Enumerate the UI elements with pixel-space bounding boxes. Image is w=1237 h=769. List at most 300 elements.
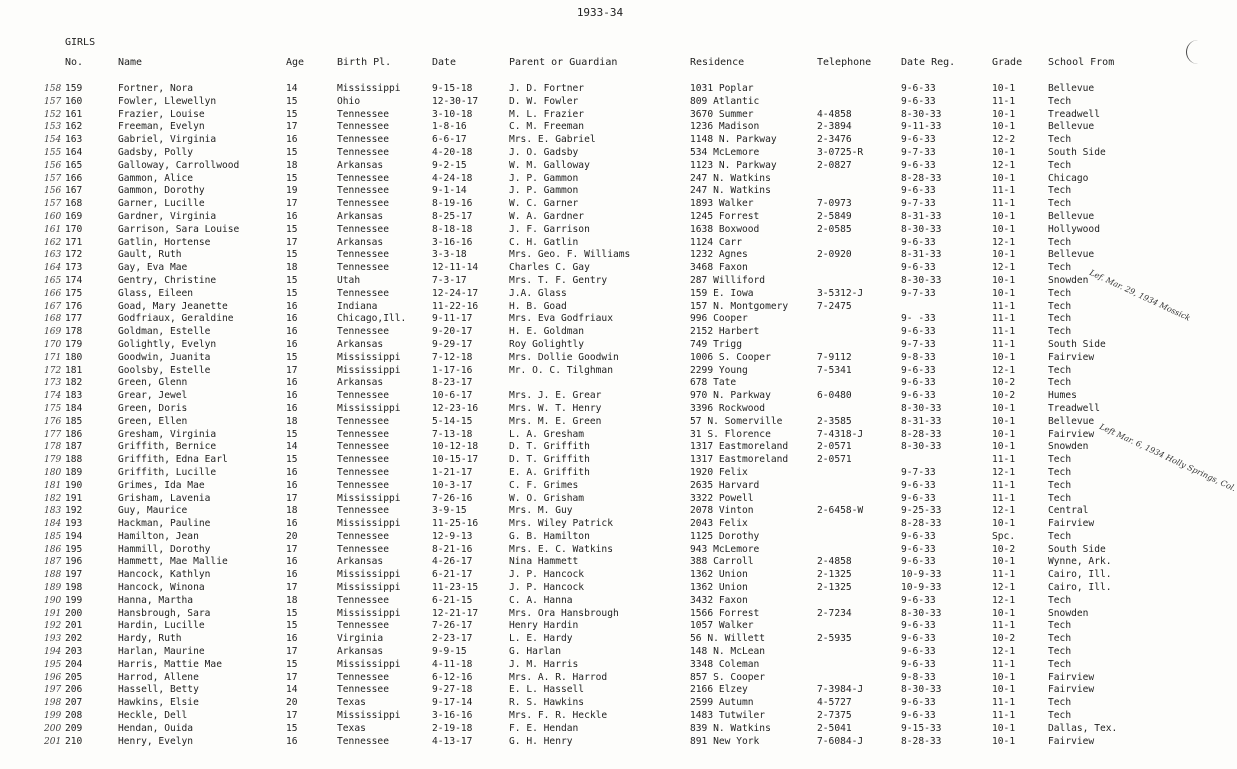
school-from: Tech (1048, 262, 1072, 274)
residence: 857 S. Cooper (690, 671, 766, 683)
student-name: Gadsby, Polly (118, 146, 194, 158)
birth-place: Tennessee (337, 505, 389, 517)
table-row (0, 467, 1200, 480)
row-margin-mark: 156 (44, 160, 62, 171)
school-from: South Side (1048, 543, 1106, 555)
table-row (0, 582, 1200, 595)
grade: 12-1 (992, 582, 1016, 594)
grade: 10-1 (992, 210, 1016, 222)
student-name: Goolsby, Estelle (118, 364, 211, 376)
residence: 3432 Faxon (690, 594, 748, 606)
birth-place: Tennessee (337, 134, 389, 146)
birth-place: Tennessee (337, 530, 389, 542)
residence: 1006 S. Cooper (690, 351, 771, 363)
birth-place: Tennessee (337, 543, 389, 555)
table-row (0, 633, 1200, 646)
row-number: 170 (65, 223, 83, 235)
date-registered: 8-28-33 (901, 735, 942, 747)
residence: 1317 Eastmoreland (690, 441, 789, 453)
date-registered: 8-30-33 (901, 223, 942, 235)
parent-guardian: Charles C. Gay (509, 262, 590, 274)
table-row (0, 608, 1200, 621)
table-row (0, 377, 1200, 390)
school-from: Tech (1048, 620, 1072, 632)
row-number: 209 (65, 722, 83, 734)
row-margin-mark: 196 (44, 672, 62, 683)
row-number: 165 (65, 159, 83, 171)
handwritten-note-gentry: Lef. Mar. 29, 1934 Mossick (1088, 268, 1192, 323)
grade: 11-1 (992, 697, 1016, 709)
grade: 10-1 (992, 249, 1016, 261)
grade: 12-1 (992, 466, 1016, 478)
birth-place: Arkansas (337, 377, 384, 389)
grade: 10-2 (992, 377, 1016, 389)
school-from: Tech (1048, 454, 1072, 466)
row-margin-mark: 200 (44, 723, 62, 734)
table-row (0, 313, 1200, 326)
table-row (0, 83, 1200, 96)
school-from: Tech (1048, 710, 1072, 722)
grade: 10-1 (992, 83, 1016, 94)
grade: 10-2 (992, 543, 1016, 555)
student-name: Grisham, Lavenia (118, 492, 211, 504)
date-registered: 9-25-33 (901, 505, 942, 517)
residence: 1893 Walker (690, 198, 754, 210)
date-registered: 9-6-33 (901, 479, 936, 491)
row-number: 199 (65, 594, 83, 606)
grade: 11-1 (992, 710, 1016, 722)
student-age: 15 (286, 108, 298, 120)
date-registered: 9-6-33 (901, 620, 936, 632)
school-from: Bellevue (1048, 249, 1095, 261)
school-from: Tech (1048, 377, 1072, 389)
residence: 2043 Felix (690, 518, 748, 530)
birth-place: Mississippi (337, 607, 401, 619)
birth-place: Mississippi (337, 351, 401, 363)
birth-place: Tennessee (337, 223, 389, 235)
birth-date: 11-23-15 (432, 582, 479, 594)
birth-date: 1-8-16 (432, 121, 467, 133)
grade: 10-1 (992, 441, 1016, 453)
school-from: Tech (1048, 364, 1072, 376)
student-name: Gentry, Christine (118, 274, 217, 286)
student-age: 14 (286, 83, 298, 94)
student-age: 16 (286, 338, 298, 350)
birth-place: Arkansas (337, 338, 384, 350)
student-age: 16 (286, 735, 298, 747)
student-age: 17 (286, 671, 298, 683)
student-name: Gatlin, Hortense (118, 236, 211, 248)
residence: 1638 Boxwood (690, 223, 760, 235)
residence: 148 N. McLean (690, 646, 766, 658)
row-number: 180 (65, 351, 83, 363)
telephone: 7-6084-J (817, 735, 864, 747)
student-age: 16 (286, 313, 298, 325)
date-registered: 8-31-33 (901, 415, 942, 427)
birth-place: Tennessee (337, 415, 389, 427)
residence: 2078 Vinton (690, 505, 754, 517)
table-row (0, 595, 1200, 608)
school-from: Tech (1048, 159, 1072, 171)
residence: 891 New York (690, 735, 760, 747)
parent-guardian: D. W. Fowler (509, 95, 579, 107)
grade: 10-1 (992, 172, 1016, 184)
row-margin-mark: 194 (44, 647, 62, 658)
table-row (0, 288, 1200, 301)
row-margin-mark: 167 (44, 301, 62, 312)
row-margin-mark: 165 (44, 275, 62, 286)
table-row (0, 697, 1200, 710)
birth-date: 7-26-17 (432, 620, 473, 632)
date-registered: 8-30-33 (901, 441, 942, 453)
school-from: Bellevue (1048, 210, 1095, 222)
row-number: 171 (65, 236, 83, 248)
date-registered: 9-6-33 (901, 134, 936, 146)
parent-guardian: E. A. Griffith (509, 466, 590, 478)
school-from: Tech (1048, 697, 1072, 709)
row-margin-mark: 158 (44, 84, 62, 94)
student-age: 16 (286, 633, 298, 645)
table-row (0, 403, 1200, 416)
table-row (0, 620, 1200, 633)
date-registered: 8-30-33 (901, 684, 942, 696)
row-number: 187 (65, 441, 83, 453)
residence: 57 N. Somerville (690, 415, 783, 427)
header-grade: Grade (992, 57, 1023, 68)
date-registered: 9-6-33 (901, 556, 936, 568)
birth-date: 4-11-18 (432, 658, 473, 670)
student-name: Gammon, Dorothy (118, 185, 205, 197)
row-number: 186 (65, 428, 83, 440)
residence: 1362 Union (690, 569, 748, 581)
telephone: 2-0920 (817, 249, 852, 261)
student-name: Harrod, Allene (118, 671, 199, 683)
row-number: 208 (65, 710, 83, 722)
birth-place: Mississippi (337, 364, 401, 376)
student-name: Hammill, Dorothy (118, 543, 211, 555)
school-from: Tech (1048, 287, 1072, 299)
date-registered: 9-6-33 (901, 697, 936, 709)
table-row (0, 646, 1200, 659)
grade: 11-1 (992, 479, 1016, 491)
residence: 1483 Tutwiler (690, 710, 766, 722)
date-registered: 9-6-33 (901, 633, 936, 645)
date-registered: 9-8-33 (901, 351, 936, 363)
row-margin-mark: 172 (44, 365, 62, 376)
date-registered: 9-6-33 (901, 530, 936, 542)
table-row (0, 505, 1200, 518)
school-from: Bellevue (1048, 415, 1095, 427)
birth-date: 9-17-14 (432, 697, 473, 709)
student-name: Harlan, Maurine (118, 646, 205, 658)
grade: 12-1 (992, 262, 1016, 274)
school-from: Tech (1048, 594, 1072, 606)
parent-guardian: D. T. Griffith (509, 441, 590, 453)
grade: 11-1 (992, 185, 1016, 197)
parent-guardian: W. C. Garner (509, 198, 579, 210)
school-from: Snowden (1048, 441, 1089, 453)
table-row (0, 262, 1200, 275)
birth-date: 8-25-17 (432, 210, 473, 222)
telephone: 2-0571 (817, 441, 852, 453)
grade: 10-1 (992, 518, 1016, 530)
row-margin-mark: 157 (44, 199, 62, 210)
birth-date: 9-29-17 (432, 338, 473, 350)
school-from: Tech (1048, 300, 1072, 312)
grade: 11-1 (992, 95, 1016, 107)
student-name: Hanna, Martha (118, 594, 194, 606)
date-registered: 8-31-33 (901, 249, 942, 261)
grade: 10-1 (992, 351, 1016, 363)
student-name: Henry, Evelyn (118, 735, 194, 747)
student-age: 15 (286, 223, 298, 235)
birth-place: Chicago,Ill. (337, 313, 407, 325)
grade: 10-1 (992, 607, 1016, 619)
telephone: 7-5341 (817, 364, 852, 376)
school-from: Fairview (1048, 735, 1095, 747)
row-number: 164 (65, 146, 83, 158)
row-number: 193 (65, 518, 83, 530)
student-name: Galloway, Carrollwood (118, 159, 240, 171)
birth-place: Tennessee (337, 479, 389, 491)
date-registered: 9-11-33 (901, 121, 942, 133)
parent-guardian: C. H. Gatlin (509, 236, 579, 248)
residence: 1245 Forrest (690, 210, 760, 222)
birth-date: 6-6-17 (432, 134, 467, 146)
residence: 2299 Young (690, 364, 748, 376)
school-from: South Side (1048, 338, 1106, 350)
birth-date: 3-16-16 (432, 710, 473, 722)
date-registered: 9-6-33 (901, 159, 936, 171)
parent-guardian: C. A. Hanna (509, 594, 573, 606)
birth-date: 8-18-18 (432, 223, 473, 235)
grade: 10-1 (992, 287, 1016, 299)
school-from: Cairo, Ill. (1048, 569, 1112, 581)
student-name: Gammon, Alice (118, 172, 194, 184)
row-margin-mark: 168 (44, 314, 62, 325)
telephone: 2-1325 (817, 582, 852, 594)
student-name: Fortner, Nora (118, 83, 194, 94)
parent-guardian: J. P. Gammon (509, 172, 579, 184)
birth-place: Mississippi (337, 582, 401, 594)
student-age: 17 (286, 582, 298, 594)
row-margin-mark: 181 (44, 480, 62, 491)
student-name: Gardner, Virginia (118, 210, 217, 222)
student-age: 15 (286, 146, 298, 158)
birth-date: 2-19-18 (432, 722, 473, 734)
table-row (0, 121, 1200, 134)
student-age: 17 (286, 710, 298, 722)
school-from: Tech (1048, 646, 1072, 658)
student-age: 20 (286, 530, 298, 542)
grade: 10-1 (992, 735, 1016, 747)
row-margin-mark: 157 (44, 173, 62, 184)
grade: 11-1 (992, 492, 1016, 504)
birth-date: 2-23-17 (432, 633, 473, 645)
student-age: 16 (286, 210, 298, 222)
grade: Spc. (992, 530, 1016, 542)
birth-date: 3-16-16 (432, 236, 473, 248)
school-from: Fairview (1048, 671, 1095, 683)
birth-date: 11-22-16 (432, 300, 479, 312)
student-name: Hardy, Ruth (118, 633, 182, 645)
row-number: 184 (65, 402, 83, 414)
grade: 11-1 (992, 313, 1016, 325)
residence: 3396 Rockwood (690, 402, 766, 414)
student-name: Hackman, Pauline (118, 518, 211, 530)
table-row (0, 659, 1200, 672)
row-number: 163 (65, 134, 83, 146)
row-margin-mark: 175 (44, 403, 62, 414)
grade: 12-1 (992, 364, 1016, 376)
parent-guardian: L. A. Gresham (509, 428, 585, 440)
student-name: Golightly, Evelyn (118, 338, 217, 350)
student-age: 14 (286, 684, 298, 696)
date-registered: 9-7-33 (901, 146, 936, 158)
school-from: Tech (1048, 95, 1072, 107)
table-row (0, 339, 1200, 352)
residence: 159 E. Iowa (690, 287, 754, 299)
birth-date: 8-21-16 (432, 543, 473, 555)
birth-place: Tennessee (337, 146, 389, 158)
parent-guardian: Mrs. Ora Hansbrough (509, 607, 619, 619)
parent-guardian: J. P. Gammon (509, 185, 579, 197)
student-age: 17 (286, 543, 298, 555)
student-age: 16 (286, 134, 298, 146)
section-title: GIRLS (65, 37, 96, 48)
date-registered: 9-7-33 (901, 287, 936, 299)
birth-date: 11-25-16 (432, 518, 479, 530)
parent-guardian: L. E. Hardy (509, 633, 573, 645)
student-name: Green, Glenn (118, 377, 188, 389)
residence: 247 N. Watkins (690, 185, 771, 197)
residence: 287 Williford (690, 274, 766, 286)
row-number: 192 (65, 505, 83, 517)
row-margin-mark: 197 (44, 685, 62, 696)
telephone: 2-3585 (817, 415, 852, 427)
date-registered: 9-8-33 (901, 671, 936, 683)
row-number: 201 (65, 620, 83, 632)
residence: 943 McLemore (690, 543, 760, 555)
birth-place: Tennessee (337, 594, 389, 606)
residence: 247 N. Watkins (690, 172, 771, 184)
grade: 10-1 (992, 428, 1016, 440)
date-registered: 9-15-33 (901, 722, 942, 734)
row-margin-mark: 163 (44, 250, 62, 261)
student-age: 15 (286, 172, 298, 184)
row-margin-mark: 154 (44, 135, 62, 146)
birth-place: Tennessee (337, 326, 389, 338)
student-age: 16 (286, 377, 298, 389)
student-rows (0, 83, 1200, 748)
parent-guardian: Mrs. Dollie Goodwin (509, 351, 619, 363)
grade: 12-1 (992, 646, 1016, 658)
student-name: Griffith, Bernice (118, 441, 217, 453)
grade: 11-1 (992, 454, 1016, 466)
birth-date: 8-19-16 (432, 198, 473, 210)
grade: 10-1 (992, 671, 1016, 683)
telephone: 2-5849 (817, 210, 852, 222)
date-registered: 9-7-33 (901, 198, 936, 210)
row-margin-mark: 176 (44, 416, 62, 427)
row-number: 169 (65, 210, 83, 222)
row-margin-mark: 193 (44, 634, 62, 645)
birth-place: Tennessee (337, 620, 389, 632)
grade: 11-1 (992, 620, 1016, 632)
row-margin-mark: 152 (44, 109, 62, 120)
residence: 1125 Dorothy (690, 530, 760, 542)
table-row (0, 160, 1200, 173)
school-from: Bellevue (1048, 121, 1095, 133)
school-from: Chicago (1048, 172, 1089, 184)
parent-guardian: G. B. Hamilton (509, 530, 590, 542)
student-age: 15 (286, 274, 298, 286)
row-number: 198 (65, 582, 83, 594)
student-name: Hansbrough, Sara (118, 607, 211, 619)
student-name: Frazier, Louise (118, 108, 205, 120)
birth-date: 4-20-18 (432, 146, 473, 158)
school-from: Treadwell (1048, 108, 1100, 120)
row-number: 197 (65, 569, 83, 581)
student-age: 18 (286, 159, 298, 171)
table-row (0, 109, 1200, 122)
student-name: Gresham, Virginia (118, 428, 217, 440)
row-margin-mark: 189 (44, 583, 62, 594)
birth-place: Texas (337, 697, 366, 709)
parent-guardian: W. M. Galloway (509, 159, 590, 171)
row-number: 196 (65, 556, 83, 568)
student-age: 15 (286, 428, 298, 440)
grade: 11-1 (992, 569, 1016, 581)
row-margin-mark: 171 (44, 352, 62, 363)
row-number: 204 (65, 658, 83, 670)
student-age: 16 (286, 479, 298, 491)
school-from: Humes (1048, 390, 1077, 402)
row-margin-mark: 177 (44, 429, 62, 440)
table-row (0, 326, 1200, 339)
parent-guardian: G. H. Henry (509, 735, 573, 747)
school-from: Tech (1048, 198, 1072, 210)
residence: 1057 Walker (690, 620, 754, 632)
student-age: 17 (286, 364, 298, 376)
grade: 10-1 (992, 722, 1016, 734)
parent-guardian: Mrs. Wiley Patrick (509, 518, 613, 530)
school-from: Tech (1048, 466, 1072, 478)
birth-date: 3-10-18 (432, 108, 473, 120)
parent-guardian: Mrs. T. F. Gentry (509, 274, 608, 286)
residence: 1566 Forrest (690, 607, 760, 619)
date-registered: 9-6-33 (901, 594, 936, 606)
student-name: Green, Ellen (118, 415, 188, 427)
column-headers (0, 57, 1200, 70)
school-from: Bellevue (1048, 83, 1095, 94)
school-from: South Side (1048, 146, 1106, 158)
birth-place: Tennessee (337, 108, 389, 120)
student-name: Grimes, Ida Mae (118, 479, 205, 491)
table-row (0, 211, 1200, 224)
row-number: 191 (65, 492, 83, 504)
student-name: Guy, Maurice (118, 505, 188, 517)
header-school-from: School From (1048, 57, 1115, 68)
birth-date: 4-24-18 (432, 172, 473, 184)
date-registered: 10-9-33 (901, 569, 942, 581)
table-row (0, 441, 1200, 454)
parent-guardian: J. P. Hancock (509, 582, 585, 594)
birth-place: Ohio (337, 95, 361, 107)
student-name: Gault, Ruth (118, 249, 182, 261)
student-name: Hardin, Lucille (118, 620, 205, 632)
birth-date: 3-9-15 (432, 505, 467, 517)
